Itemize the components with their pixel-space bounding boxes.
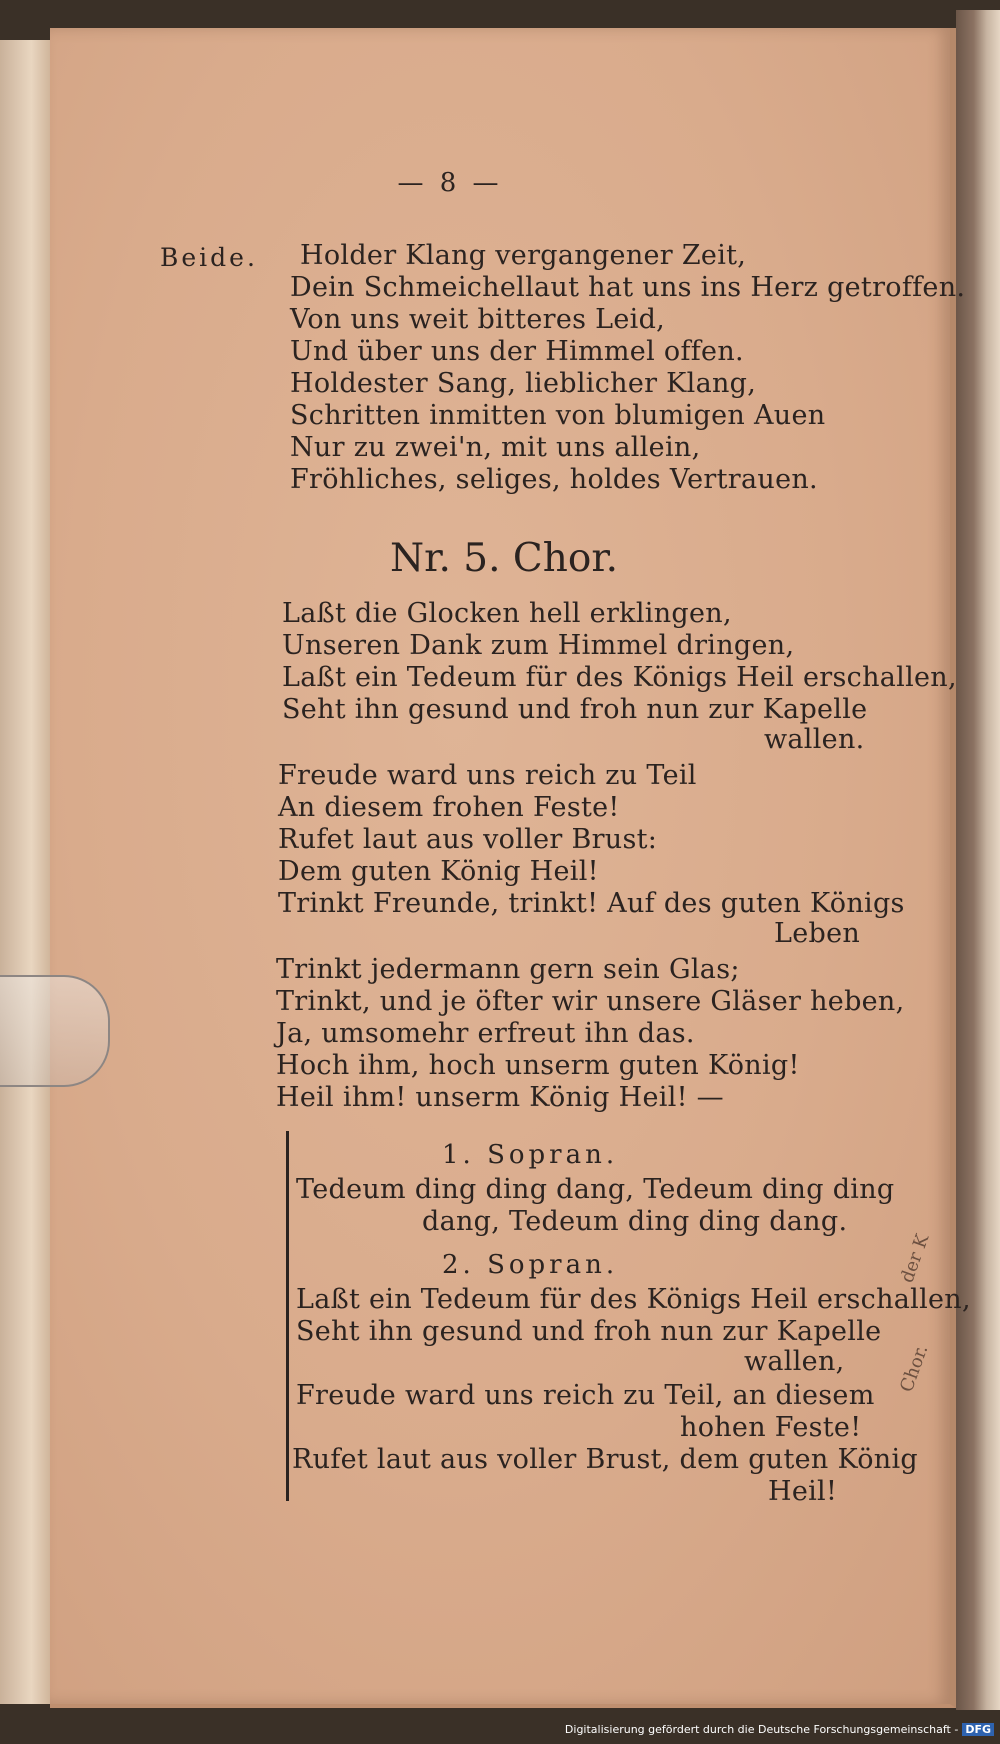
right-page-edges xyxy=(956,10,1000,1710)
chor-line: Heil ihm! unserm König Heil! — xyxy=(276,1082,724,1113)
verse-line: Fröhliches, seliges, holdes Vertrauen. xyxy=(290,464,818,495)
page-number: — 8 — xyxy=(397,168,503,198)
footer-credit xyxy=(0,1723,1000,1736)
section-heading: Nr. 5. Chor. xyxy=(390,536,619,581)
chor-line: Leben xyxy=(774,918,861,949)
sopran1-line: dang, Tedeum ding ding dang. xyxy=(422,1206,848,1237)
chor-line: Unseren Dank zum Himmel dringen, xyxy=(282,630,795,661)
verse-line: Dein Schmeichellaut hat uns ins Herz getroffen. xyxy=(290,272,966,303)
verse-line: Holdester Sang, lieblicher Klang, xyxy=(290,368,757,399)
sopran2-line: Seht ihn gesund und froh nun zur Kapelle xyxy=(296,1316,882,1347)
chor-line: Ja, umsomehr erfreut ihn das. xyxy=(276,1018,695,1049)
sopran1-line: Tedeum ding ding dang, Tedeum ding ding xyxy=(296,1174,895,1205)
chor-line: Seht ihn gesund und froh nun zur Kapelle xyxy=(282,694,868,725)
sopran2-line: Laßt ein Tedeum für des Königs Heil erschallen, xyxy=(296,1284,971,1315)
speaker-label: Beide. xyxy=(160,243,258,272)
sopran2-line: Rufet laut aus voller Brust, dem guten König xyxy=(292,1444,918,1475)
verse-line: Von uns weit bitteres Leid, xyxy=(290,304,666,335)
page-clip-tab xyxy=(0,975,110,1087)
chor-line: Laßt die Glocken hell erklingen, xyxy=(282,598,732,629)
sopran2-line: hohen Feste! xyxy=(680,1412,862,1443)
chor-line: Trinkt Freunde, trinkt! Auf des guten Königs xyxy=(278,888,905,919)
chor-line: Hoch ihm, hoch unserm guten König! xyxy=(276,1050,800,1081)
sopran1-label: 1. Sopran. xyxy=(442,1140,619,1170)
chor-line: Rufet laut aus voller Brust: xyxy=(278,824,658,855)
footer-text: Digitalisierung gefördert durch die Deutsche Forschungsgemeinschaft - xyxy=(564,1723,959,1736)
left-page-edges xyxy=(0,40,52,1704)
margin-annotation: der K xyxy=(896,1231,934,1286)
sopran2-line: wallen, xyxy=(744,1346,845,1377)
chor-line: wallen. xyxy=(764,724,865,755)
verse-line: Und über uns der Himmel offen. xyxy=(290,336,744,367)
verse-line: Schritten inmitten von blumigen Auen xyxy=(290,400,826,431)
dfg-logo: DFG xyxy=(962,1723,994,1736)
sopran2-line: Freude ward uns reich zu Teil, an diesem xyxy=(296,1380,875,1411)
chor-line: Laßt ein Tedeum für des Königs Heil erschallen, xyxy=(282,662,957,693)
sopran2-line: Heil! xyxy=(768,1476,838,1507)
chor-line: Trinkt jedermann gern sein Glas; xyxy=(276,954,740,985)
choir-bracket xyxy=(286,1131,289,1501)
chor-line: Freude ward uns reich zu Teil xyxy=(278,760,697,791)
verse-line: Nur zu zwei'n, mit uns allein, xyxy=(290,432,701,463)
verse-line: Holder Klang vergangener Zeit, xyxy=(300,240,747,271)
chor-line: Dem guten König Heil! xyxy=(278,856,599,887)
margin-annotation: Chor. xyxy=(896,1342,933,1395)
sopran2-label: 2. Sopran. xyxy=(442,1250,619,1280)
chor-line: Trinkt, und je öfter wir unsere Gläser heben, xyxy=(276,986,905,1017)
chor-line: An diesem frohen Feste! xyxy=(278,792,620,823)
book-page xyxy=(50,28,971,1708)
